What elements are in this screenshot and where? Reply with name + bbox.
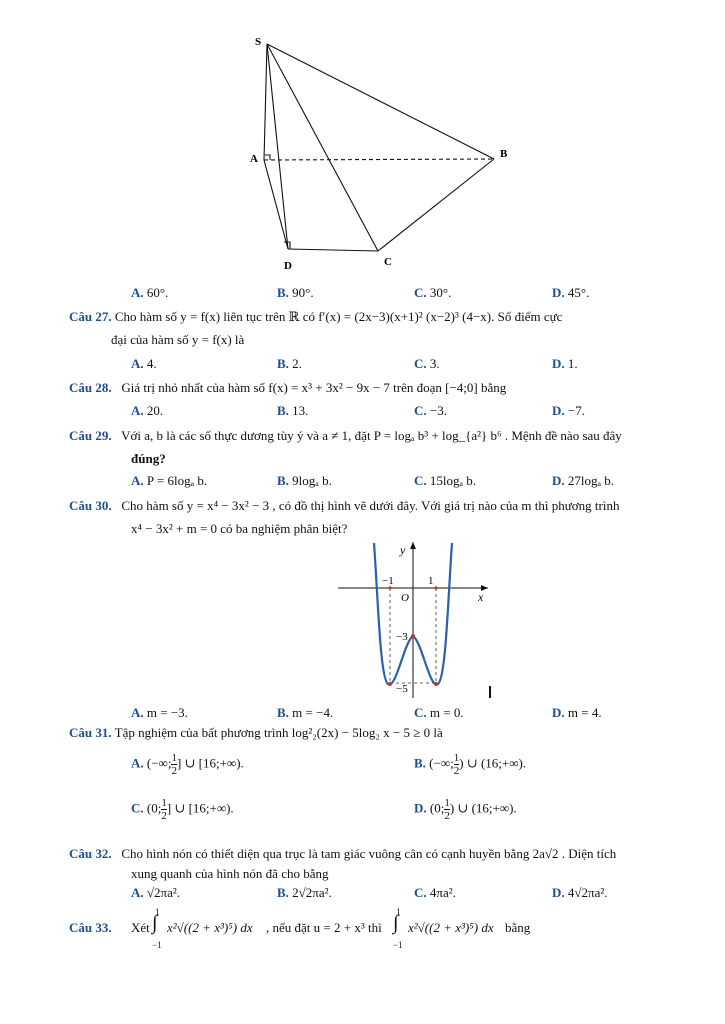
q30-line2: x⁴ − 3x² + m = 0 có ba nghiệm phân biệt? [131,521,348,536]
q32-line2: xung quanh của hình nón đã cho bằng [131,866,329,881]
fraction-num: 1 [444,797,450,809]
question-text: Với a, b là các số thực dương tùy ý và a ≠ 1, đặt P = logₐ b³ + log_{a²} b⁶ . Mệnh đề nào sau đây [121,428,622,443]
integral-lower-2: −1 [393,940,403,950]
q26-option-d[interactable] [552,285,589,301]
option-text: 13. [292,403,309,418]
integral-lower-1: −1 [152,940,162,950]
option-key: A. [131,755,144,771]
question-label: Câu 30. [69,498,112,513]
option-key: B. [277,403,289,418]
option-key: B. [277,705,289,720]
option-key: D. [552,356,565,371]
option-text: 30°. [429,285,452,300]
fraction-den: 2 [444,810,450,822]
option-key: A. [131,885,144,900]
fraction-den: 2 [161,810,167,822]
question-label: Câu 31. [69,725,112,740]
option-key: C. [414,285,427,300]
option-text-post: ] ∪ [16;+∞). [176,755,244,771]
integral-upper-1: 1 [155,907,160,917]
integrand-1: x²√((2 + x³)⁵) dx [167,920,253,935]
option-key: B. [277,356,289,371]
option-text-pre: (−∞; [146,755,172,771]
q27-option-a[interactable] [131,356,157,372]
option-key: C. [131,800,144,816]
fraction-num: 1 [453,752,460,764]
integral-sign-icon: ∫ [393,912,399,934]
vertex-label-s: S [255,36,262,48]
option-key: D. [552,285,565,300]
option-key: D. [414,800,427,816]
option-text: 2√2πa². [292,885,332,900]
option-key: D. [552,885,565,900]
q32-line1 [69,846,616,862]
option-text: √2πa². [146,885,181,900]
fraction-num: 1 [171,752,177,764]
option-text-pre: (0; [429,800,445,816]
q32-option-c[interactable] [414,885,456,901]
q28-option-c[interactable] [414,403,447,419]
question-text: Cho hình nón có thiết diện qua trục là tam giác vuông cân có cạnh huyền bằng 2a√2 . Diện tích [121,846,617,861]
q26-option-c[interactable] [414,285,451,301]
option-text-post: ] ∪ [16;+∞). [166,800,234,816]
option-key: D. [552,403,565,418]
graph-label-neg1: −1 [382,575,394,587]
q33-label [69,920,112,936]
q28-line [69,380,506,396]
option-key: C. [414,473,427,488]
q27-option-b[interactable] [277,356,302,372]
q31-option-b[interactable] [414,752,526,777]
option-text-pre: (0; [146,800,162,816]
q27-option-d[interactable] [552,356,578,372]
option-key: A. [131,473,144,488]
graph-label-neg5: −5 [396,683,408,695]
option-key: B. [277,285,289,300]
q26-option-a[interactable] [131,285,168,301]
q30-line1 [69,498,619,514]
q33-pre: Xét [131,920,150,935]
option-key: A. [131,403,144,418]
question-label: Câu 27. [69,309,112,324]
graph-label-one: 1 [428,575,434,587]
option-text: 3. [429,356,440,371]
vertex-label-c: C [384,256,392,268]
graph-label-neg3: −3 [396,631,408,643]
option-text: 4√2πa². [567,885,608,900]
q27-option-c[interactable] [414,356,440,372]
option-text-post: ) ∪ (16;+∞). [449,800,517,816]
question-label: Câu 29. [69,428,112,443]
question-label: Câu 32. [69,846,112,861]
q29-option-b[interactable] [277,473,332,489]
option-text: 4πa². [429,885,456,900]
vertex-label-d: D [284,260,292,272]
graph-label-origin: O [401,592,409,604]
question-text: Cho hàm số y = f(x) liên tục trên ℝ có f′(x) = (2x−3)(x+1)² (x−2)³ (4−x). Số điểm cực [114,309,563,324]
q32-option-b[interactable] [277,885,332,901]
question-label: Câu 28. [69,380,112,395]
option-text: 27logₐ b. [567,473,615,488]
q29-line2: đúng? [131,451,166,466]
question-text: Tập nghiệm của bất phương trình log²₂(2x) − 5log₂ x − 5 ≥ 0 là [114,725,443,740]
q30-option-a[interactable] [131,705,188,721]
q26-option-b[interactable] [277,285,314,301]
integrand-2: x²√((2 + x³)⁵) dx [408,920,494,935]
option-key: C. [414,885,427,900]
option-text: 4. [146,356,157,371]
option-text: 60°. [146,285,169,300]
q33-post: bằng [505,920,531,935]
option-text: 2. [292,356,302,371]
q31-option-c[interactable] [131,797,234,822]
option-text: P = 6logₐ b. [146,473,208,488]
question-text: Giá trị nhỏ nhất của hàm số f(x) = x³ + 3x² − 9x − 7 trên đoạn [−4;0] bằng [121,380,507,395]
quartic-graph [338,538,498,698]
q31-option-d[interactable] [414,797,517,822]
option-key: C. [414,705,427,720]
q32-option-d[interactable] [552,885,608,901]
option-text-pre: (−∞; [429,755,454,771]
q33-mid: , nếu đặt u = 2 + x³ thì [266,920,382,935]
question-label: Câu 33. [69,920,112,935]
q29-option-a[interactable] [131,473,207,489]
graph-label-y: y [400,543,406,557]
option-key: B. [414,755,426,771]
question-text: Cho hàm số y = x⁴ − 3x² − 3 , có đồ thị hình vẽ dưới đây. Với giá trị nào của m thì phương trình [121,498,620,513]
q29-option-c[interactable] [414,473,476,489]
q28-option-b[interactable] [277,403,308,419]
option-text: m = −4. [292,705,334,720]
fraction-num: 1 [161,797,167,809]
q29-option-d[interactable] [552,473,614,489]
option-text-post: ) ∪ (16;+∞). [459,755,527,771]
option-text: m = 0. [429,705,464,720]
option-text: −3. [429,403,447,418]
q30-option-d[interactable] [552,705,602,721]
option-text: 20. [146,403,164,418]
option-key: A. [131,356,144,371]
option-key: D. [552,473,565,488]
option-text: 9logₐ b. [292,473,332,488]
option-text: 90°. [292,285,314,300]
option-key: B. [277,473,289,488]
option-text: 1. [567,356,578,371]
q27-line1 [69,309,562,325]
q29-line1 [69,428,622,444]
q30-option-b[interactable] [277,705,333,721]
option-key: B. [277,885,289,900]
option-text: 45°. [567,285,590,300]
q27-line2: đại của hàm số y = f(x) là [111,332,245,347]
option-key: C. [414,403,427,418]
integral-sign-icon: ∫ [152,912,158,934]
q28-option-d[interactable] [552,403,585,419]
fraction-den: 2 [171,765,177,777]
q30-option-c[interactable] [414,705,464,721]
pyramid-figure [240,28,530,273]
option-key: A. [131,285,144,300]
option-text: −7. [567,403,585,418]
graph-label-x: x [478,590,484,604]
option-text: m = 4. [567,705,602,720]
q31-option-a[interactable] [131,752,244,777]
q28-option-a[interactable] [131,403,163,419]
integral-upper-2: 1 [396,907,401,917]
vertex-label-a: A [250,153,258,165]
option-text: 15logₐ b. [429,473,477,488]
stray-mark [489,686,491,698]
option-key: A. [131,705,144,720]
option-key: C. [414,356,427,371]
option-text: m = −3. [146,705,188,720]
option-key: D. [552,705,565,720]
vertex-label-b: B [500,148,508,160]
q32-option-a[interactable] [131,885,180,901]
q31-line [69,725,443,741]
fraction-den: 2 [453,765,460,777]
